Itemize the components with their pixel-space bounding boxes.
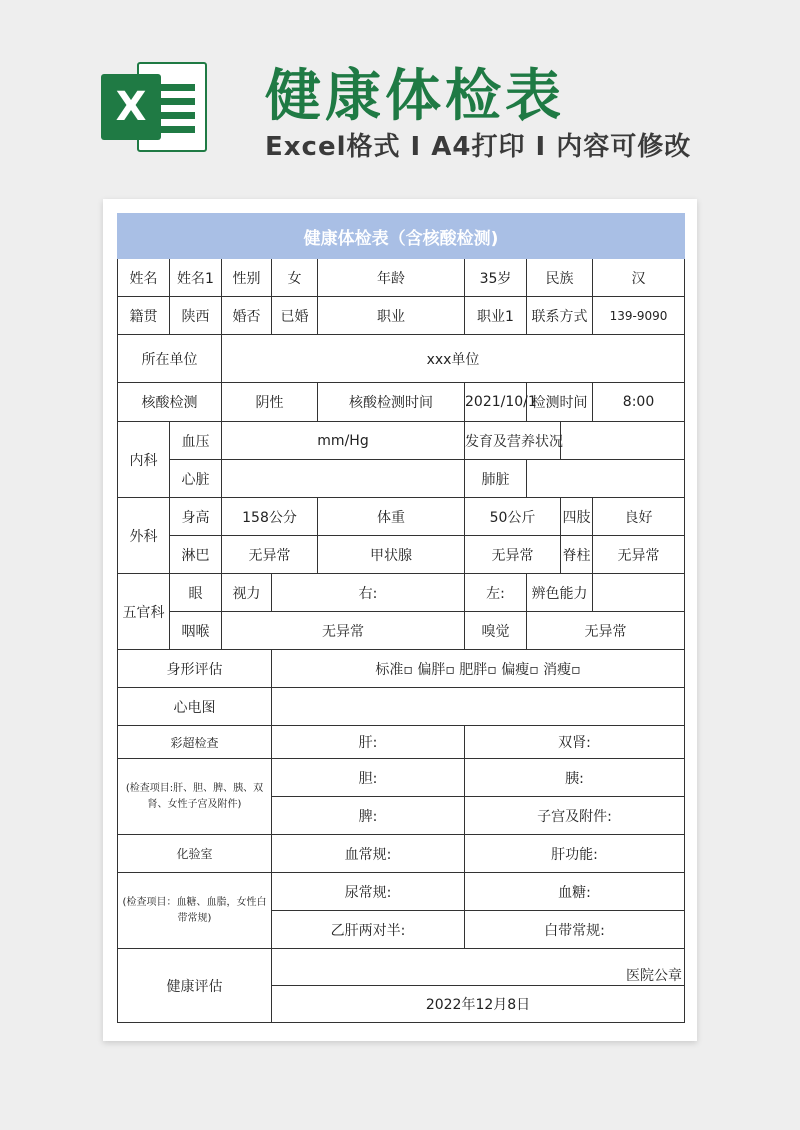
- table-row: [118, 335, 685, 383]
- cell[interactable]: 158公分: [222, 498, 318, 536]
- cell: 淋巴: [170, 536, 222, 574]
- cell[interactable]: 无异常: [222, 536, 318, 574]
- cell: 检测时间: [527, 383, 593, 422]
- cell: 心脏: [170, 460, 222, 498]
- cell: 民族: [527, 259, 593, 297]
- cell[interactable]: 139-9090: [593, 297, 685, 335]
- cell[interactable]: 已婚: [272, 297, 318, 335]
- cell[interactable]: 姓名1: [170, 259, 222, 297]
- cell: 性别: [222, 259, 272, 297]
- cell[interactable]: 子宫及附件:: [465, 797, 685, 835]
- cell: 年龄: [318, 259, 465, 297]
- cell: (检查项目:肝、胆、脾、胰、双肾、女性子宫及附件): [118, 759, 272, 835]
- excel-logo-letter: X: [101, 74, 161, 140]
- cell[interactable]: 2021/10/1: [465, 383, 527, 422]
- cell[interactable]: 2022年12月8日: [272, 986, 685, 1023]
- cell[interactable]: [527, 460, 685, 498]
- cell[interactable]: 尿常规:: [272, 873, 465, 911]
- cell[interactable]: 血糖:: [465, 873, 685, 911]
- cell[interactable]: [222, 460, 465, 498]
- cell[interactable]: 标准▫ 偏胖▫ 肥胖▫ 偏瘦▫ 消瘦▫: [272, 650, 685, 688]
- cell: 发育及营养状况: [465, 422, 561, 460]
- cell: 甲状腺: [318, 536, 465, 574]
- table-row: [118, 726, 685, 759]
- table-row: [118, 259, 685, 297]
- cell: 健康评估: [118, 949, 272, 1023]
- cell[interactable]: 良好: [593, 498, 685, 536]
- cell: 身高: [170, 498, 222, 536]
- form-title: 健康体检表（含核酸检测): [118, 214, 685, 259]
- table-row: [118, 536, 685, 574]
- cell[interactable]: 女: [272, 259, 318, 297]
- cell[interactable]: 阴性: [222, 383, 318, 422]
- cell: 眼: [170, 574, 222, 612]
- cell[interactable]: [561, 422, 685, 460]
- table-row: [118, 612, 685, 650]
- cell: 外科: [118, 498, 170, 574]
- excel-logo-icon: [101, 62, 205, 150]
- table-row: [118, 574, 685, 612]
- cell: 身形评估: [118, 650, 272, 688]
- cell[interactable]: mm/Hg: [222, 422, 465, 460]
- cell[interactable]: [272, 688, 685, 726]
- cell[interactable]: 双肾:: [465, 726, 685, 759]
- table-row: [118, 759, 685, 797]
- cell[interactable]: 脾:: [272, 797, 465, 835]
- cell: 化验室: [118, 835, 272, 873]
- cell: 视力: [222, 574, 272, 612]
- page-subtitle: Excel格式 I A4打印 I 内容可修改: [265, 132, 692, 162]
- cell: 脊柱: [561, 536, 593, 574]
- table-row: [118, 949, 685, 986]
- health-form-table: [117, 213, 685, 1023]
- cell[interactable]: 乙肝两对半:: [272, 911, 465, 949]
- cell[interactable]: 汉: [593, 259, 685, 297]
- hospital-seal-label: 医院公章: [272, 949, 685, 986]
- cell[interactable]: 陕西: [170, 297, 222, 335]
- cell[interactable]: 左:: [465, 574, 527, 612]
- cell[interactable]: 8:00: [593, 383, 685, 422]
- cell: 核酸检测时间: [318, 383, 465, 422]
- cell[interactable]: 无异常: [593, 536, 685, 574]
- table-row: [118, 460, 685, 498]
- cell[interactable]: 35岁: [465, 259, 527, 297]
- cell: 五官科: [118, 574, 170, 650]
- cell: 核酸检测: [118, 383, 222, 422]
- cell[interactable]: 50公斤: [465, 498, 561, 536]
- cell: 咽喉: [170, 612, 222, 650]
- cell[interactable]: 无异常: [222, 612, 465, 650]
- cell[interactable]: 白带常规:: [465, 911, 685, 949]
- cell[interactable]: 肝功能:: [465, 835, 685, 873]
- cell[interactable]: 肝:: [272, 726, 465, 759]
- cell[interactable]: 胰:: [465, 759, 685, 797]
- cell: 心电图: [118, 688, 272, 726]
- cell[interactable]: 血常规:: [272, 835, 465, 873]
- table-row: [118, 297, 685, 335]
- cell[interactable]: 右:: [272, 574, 465, 612]
- cell: 职业: [318, 297, 465, 335]
- cell[interactable]: [593, 574, 685, 612]
- cell[interactable]: 无异常: [465, 536, 561, 574]
- cell: 体重: [318, 498, 465, 536]
- cell: 姓名: [118, 259, 170, 297]
- cell: 所在单位: [118, 335, 222, 383]
- cell: 内科: [118, 422, 170, 498]
- cell: 肺脏: [465, 460, 527, 498]
- table-row: [118, 650, 685, 688]
- cell: 联系方式: [527, 297, 593, 335]
- cell: 四肢: [561, 498, 593, 536]
- cell: (检查项目：血糖、血脂，女性白带常规): [118, 873, 272, 949]
- cell[interactable]: 无异常: [527, 612, 685, 650]
- cell: 血压: [170, 422, 222, 460]
- cell: 彩超检查: [118, 726, 272, 759]
- cell[interactable]: 职业1: [465, 297, 527, 335]
- cell: 婚否: [222, 297, 272, 335]
- cell[interactable]: xxx单位: [222, 335, 685, 383]
- table-row: [118, 835, 685, 873]
- table-row: [118, 688, 685, 726]
- cell[interactable]: 胆:: [272, 759, 465, 797]
- cell: 嗅觉: [465, 612, 527, 650]
- cell: 辨色能力: [527, 574, 593, 612]
- table-row: [118, 873, 685, 911]
- page-title: 健康体检表: [265, 64, 565, 129]
- table-row: [118, 498, 685, 536]
- table-row: [118, 422, 685, 460]
- cell: 籍贯: [118, 297, 170, 335]
- table-row: [118, 383, 685, 422]
